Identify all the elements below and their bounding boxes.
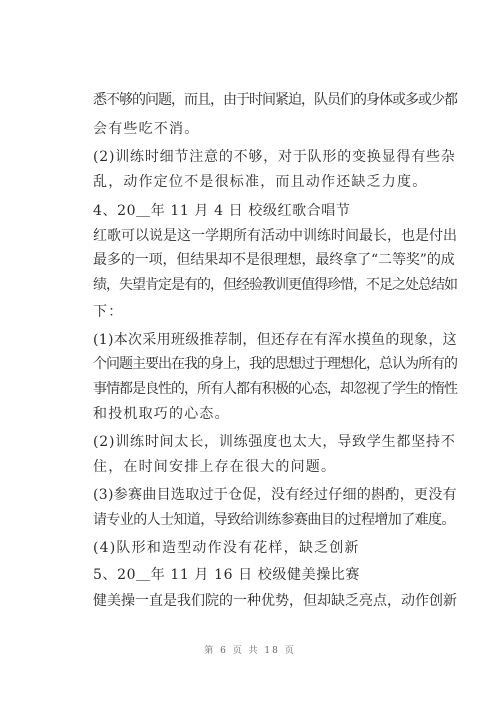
text-line: 住，在时间安排上存在很大的问题。 bbox=[93, 459, 337, 475]
text-line: 最多的一项，但结果却不是很理想，最终拿了“二等奖”的成 bbox=[93, 252, 455, 268]
text-line: (2)训练时间太长，训练强度也太大，导致学生都坚持不 bbox=[93, 434, 456, 450]
text-line: 事情都是良性的，所有人都有积极的心态，却忽视了学生的惰性 bbox=[93, 381, 457, 397]
page-footer: 第 6 页 共 18 页 bbox=[204, 646, 296, 656]
text-line: 乱，动作定位不是很标准，而且动作还缺乏力度。 bbox=[93, 174, 428, 190]
text-line: 悉不够的问题，而且，由于时间紧迫，队员们的身体或多或少都 bbox=[93, 92, 457, 108]
text-line: 健美操一直是我们院的一种优势，但却缺乏亮点，动作创新 bbox=[93, 593, 457, 609]
text-line: 绩，失望肯定是有的，但经验教训更值得珍惜，不足之处总结如 bbox=[93, 277, 457, 293]
text-line: 和投机取巧的心态。 bbox=[93, 406, 230, 422]
text-line: 下： bbox=[93, 304, 124, 320]
text-line: (1)本次采用班级推荐制，但还存在有浑水摸鱼的现象，这 bbox=[93, 332, 457, 348]
text-line: 会有些吃不消。 bbox=[93, 121, 200, 137]
text-line: (4)队形和造型动作没有花样，缺乏创新 bbox=[93, 540, 360, 556]
section-heading: 5、20＿年 11 月 16 日 校级健美操比赛 bbox=[93, 567, 361, 583]
text-line: 个问题主要出在我的身上，我的思想过于理想化，总认为所有的 bbox=[93, 356, 457, 372]
text-line: 请专业的人士知道，导致给训练参赛曲目的过程增加了难度。 bbox=[93, 512, 455, 528]
text-line: (3)参赛曲目选取过于仓促，没有经过仔细的斟酌，更没有 bbox=[93, 487, 457, 503]
text-line: (2)训练时细节注意的不够，对于队形的变换显得有些杂 bbox=[93, 149, 456, 165]
section-heading: 4、20＿年 11 月 4 日 校级红歌合唱节 bbox=[93, 203, 351, 219]
text-line: 红歌可以说是这一学期所有活动中训练时间最长，也是付出 bbox=[93, 228, 457, 244]
